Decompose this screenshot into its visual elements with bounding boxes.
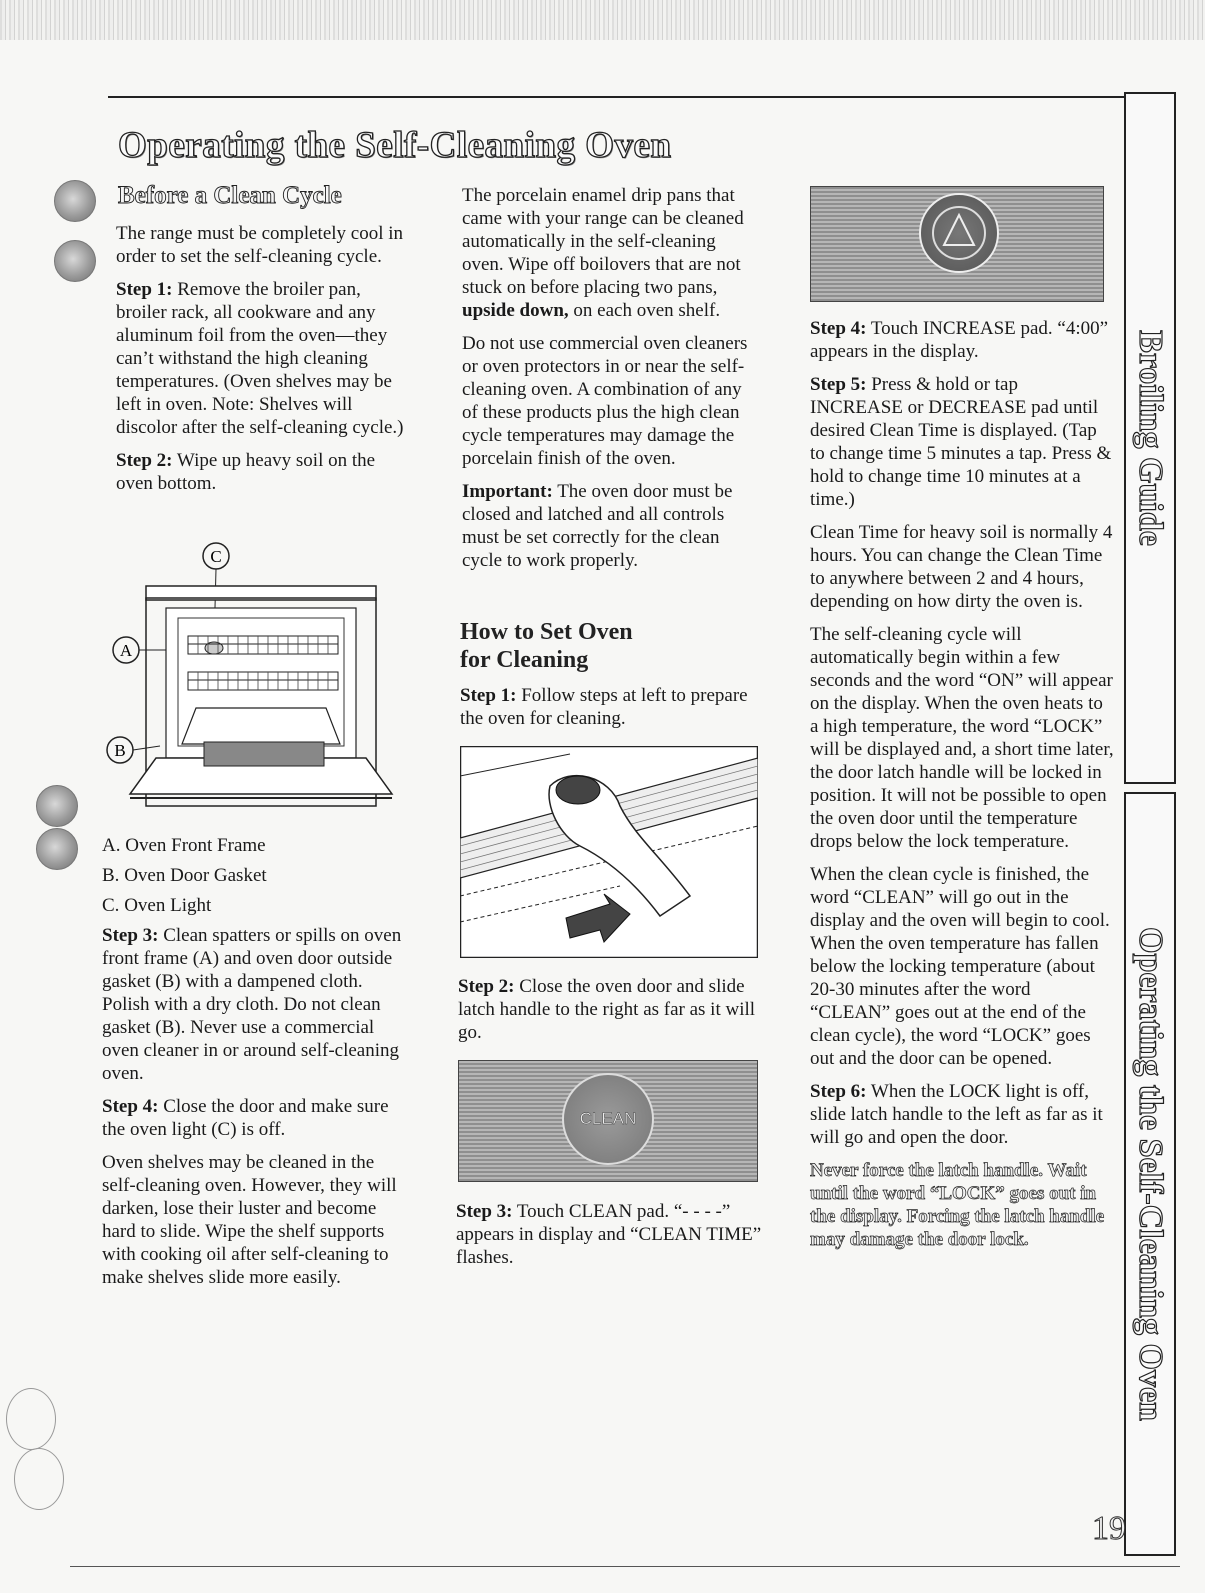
legend-text: Oven Front Frame [120, 835, 266, 856]
step-label: Step 1: [116, 279, 173, 300]
legend-text: Oven Light [119, 895, 212, 916]
cleaners-note: Do not use commercial oven cleaners or oven protectors in or near the self-cleaning oven. A combination of any of these products plus the high clean cycle temperatures may damage the porcelain finish of the oven. [462, 333, 748, 469]
binder-hole [36, 828, 78, 870]
legend-item [102, 864, 412, 887]
step-label: Step 5: [810, 374, 867, 395]
step-1-paragraph [116, 278, 416, 439]
callout-c: C [210, 547, 222, 566]
top-rule [108, 96, 1170, 98]
side-tab-broiling-guide [1124, 92, 1176, 784]
step-4-paragraph [810, 317, 1115, 363]
latch-handle-illustration [460, 746, 758, 958]
heading-line: How to Set Oven [460, 619, 633, 645]
triangle-up-icon [921, 195, 997, 271]
step-text: Press & hold or tap INCREASE or DECREASE pad until desired Clean Time is displayed. (Tap to change time 5 minutes a tap. Press & hold to change time 10 minutes at a time.) [810, 374, 1112, 510]
legend-key: A. [102, 835, 121, 856]
important-paragraph [462, 480, 762, 572]
increase-pad-button [919, 193, 999, 273]
scan-noise-strip [0, 0, 1205, 40]
step-4-paragraph [102, 1095, 412, 1141]
step-text: Remove the broiler pan, broiler rack, all cookware and any aluminum foil from the oven—they can’t withstand the high cleaning temperatures. (Oven shelves may be left in oven. Note: Shelves will discolor after the self-cleaning cycle.) [116, 279, 404, 438]
important-label: Important: [462, 481, 553, 502]
legend-item [102, 894, 412, 917]
step-label: Step 6: [810, 1081, 867, 1102]
step-label: Step 4: [102, 1096, 159, 1117]
step-label: Step 1: [460, 685, 517, 706]
section-heading-how-to-set [460, 618, 633, 674]
side-tab-self-cleaning [1124, 792, 1176, 1556]
step-label: Step 2: [458, 976, 515, 997]
drip-pans-paragraph [462, 184, 762, 322]
drip-text: The porcelain enamel drip pans that came with your range can be cleaned automatically in the self-cleaning oven. Wipe off boilovers that are not stuck on before placing two pans, [462, 185, 744, 298]
binder-hole [36, 785, 78, 827]
step-text: Follow steps at left to prepare the oven for cleaning. [460, 685, 748, 729]
column-2-step1 [460, 684, 760, 740]
step-2-paragraph [458, 975, 768, 1044]
clean-time-note: Clean Time for heavy soil is normally 4 hours. You can change the Clean Time to anywhere between 2 and 4 hours, depending on how dirty the oven is. [810, 522, 1113, 612]
legend-text: Oven Door Gasket [119, 865, 267, 886]
important-text: The oven door must be closed and latched and all controls must be set correctly for the clean cycle to work properly. [462, 481, 733, 571]
column-3 [810, 317, 1115, 1261]
legend-key: C. [102, 895, 120, 916]
step-text: Close the door and make sure the oven light (C) is off. [102, 1096, 389, 1140]
clean-pad-button [562, 1073, 654, 1165]
latch-warning: Never force the latch handle. Wait until the word “LOCK” goes out in the display. Forcing the latch handle may damage the door lock. [810, 1160, 1105, 1250]
step-label: Step 3: [456, 1201, 513, 1222]
step-label: Step 4: [810, 318, 867, 339]
step-2-paragraph [116, 449, 416, 495]
column-1-top [116, 222, 416, 505]
legend-item [102, 834, 412, 857]
step-1-paragraph [460, 684, 760, 730]
callout-a: A [119, 641, 133, 660]
step-text: When the LOCK light is off, slide latch handle to the left as far as it will go and open the door. [810, 1081, 1103, 1148]
step-label: Step 2: [116, 450, 173, 471]
intro-paragraph: The range must be completely cool in order to set the self-cleaning cycle. [116, 223, 404, 267]
section-heading-before-clean: Before a Clean Cycle [118, 182, 342, 209]
column-1-bottom [102, 834, 412, 1299]
cycle-finished-note: When the clean cycle is finished, the word “CLEAN” will go out in the display and the oven will begin to cool. When the oven temperature has fallen below the locking temperature (about 20-30 minutes after the word “CLEAN” goes out at the end of the clean cycle), the word “LOCK” goes out and the door can be opened. [810, 864, 1110, 1069]
drip-bold: upside down, [462, 300, 569, 321]
step-6-paragraph [810, 1080, 1115, 1149]
step-text: Touch CLEAN pad. “- - - -” appears in display and “CLEAN TIME” flashes. [456, 1201, 762, 1268]
column-2-top [462, 184, 762, 582]
bottom-rule [70, 1566, 1180, 1567]
step-text: Touch INCREASE pad. “4:00” appears in the display. [810, 318, 1109, 362]
step-text: Clean spatters or spills on oven front frame (A) and oven door outside gasket (B) with a dampened cloth. Polish with a dry cloth. Do not clean gasket (B). Never use a commercial oven cleaner in or around self-cleaning oven. [102, 925, 402, 1084]
heading-line: for Cleaning [460, 647, 589, 673]
step-label: Step 3: [102, 925, 159, 946]
step-3-paragraph [102, 924, 412, 1085]
shelves-note: Oven shelves may be cleaned in the self-cleaning oven. However, they will darken, lose their luster and become hard to slide. Wipe the shelf supports with cooking oil after self-cleaning to make shelves slide more easily. [102, 1152, 397, 1288]
step-text: Close the oven door and slide latch handle to the right as far as it will go. [458, 976, 756, 1043]
page-number: 19 [1092, 1510, 1126, 1547]
callout-b: B [114, 741, 126, 760]
increase-pad-photo [810, 186, 1104, 302]
binder-hole [54, 180, 96, 222]
column-2-step2 [458, 975, 768, 1054]
clean-pad-label: CLEAN [579, 1109, 637, 1128]
column-2-step3 [456, 1200, 766, 1279]
step-text: Wipe up heavy soil on the oven bottom. [116, 450, 376, 494]
legend-key: B. [102, 865, 120, 886]
binder-hole-outline [14, 1448, 64, 1510]
drip-text-end: on each oven shelf. [568, 300, 721, 321]
step-5-paragraph [810, 373, 1115, 511]
side-tab-label: Operating the Self-Cleaning Oven [1132, 927, 1169, 1421]
oven-interior-diagram [104, 536, 404, 814]
clean-pad-photo [458, 1060, 758, 1182]
binder-hole-outline [6, 1388, 56, 1450]
step-3-paragraph [456, 1200, 766, 1269]
page-title: Operating the Self-Cleaning Oven [118, 125, 672, 166]
binder-hole [54, 240, 96, 282]
side-tab-label: Broiling Guide [1132, 330, 1169, 546]
auto-begin-note: The self-cleaning cycle will automatically begin within a few seconds and the word “ON” will appear on the display. When the oven heats to a high temperature, the word “LOCK” will be displayed and, a short time later, the door latch handle will be locked in position. It will not be possible to open the oven door until the temperature drops below the lock temperature. [810, 624, 1114, 852]
